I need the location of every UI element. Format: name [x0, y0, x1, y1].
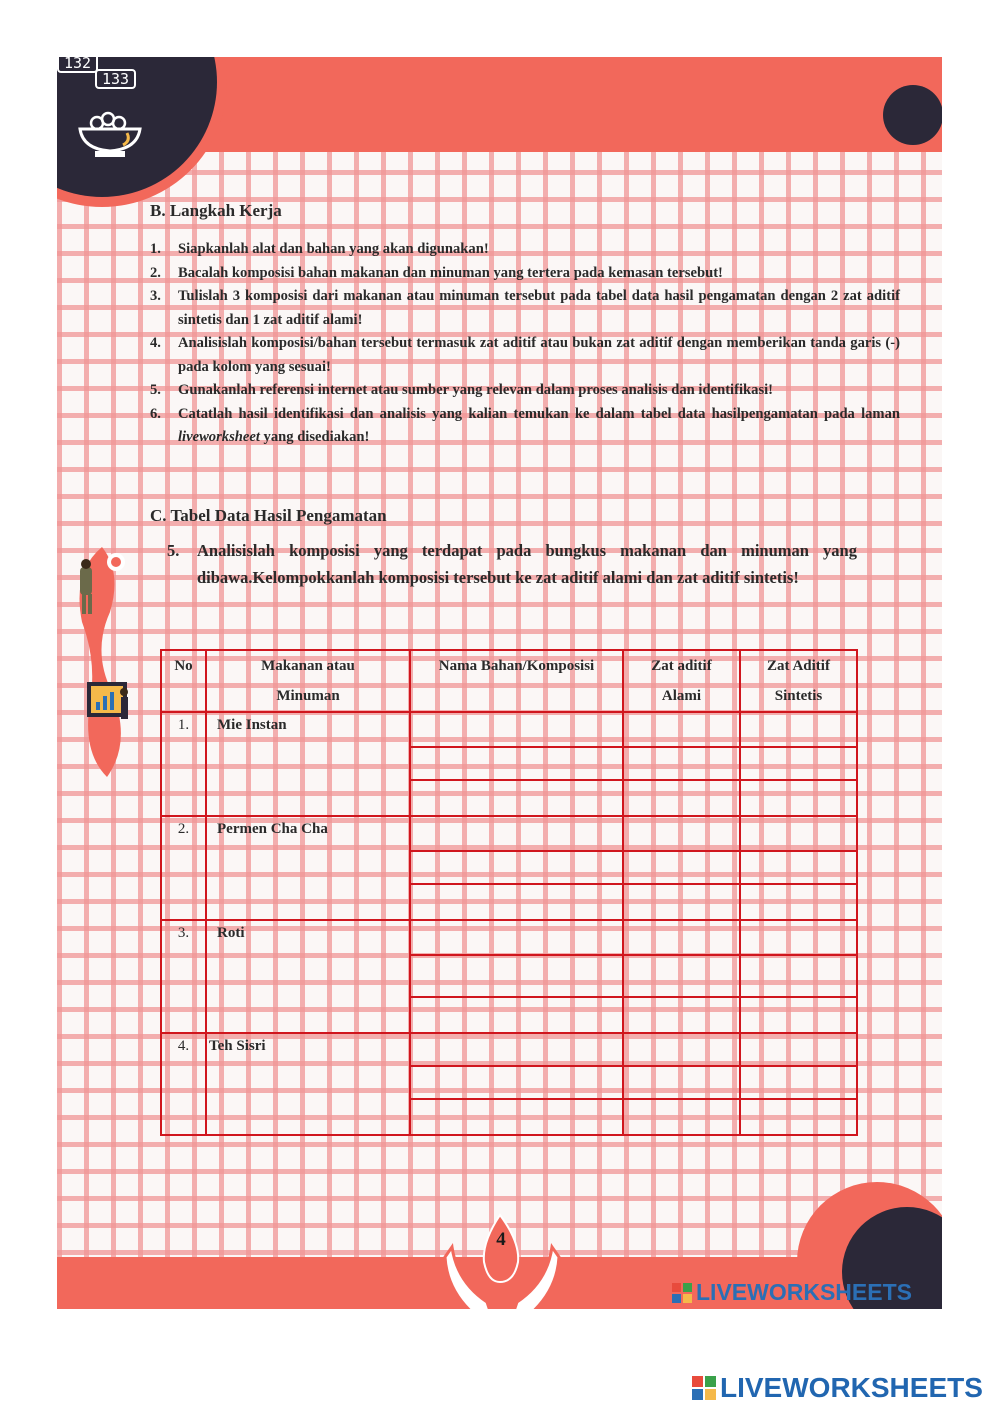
row-item-name: Teh Sisri	[206, 1033, 410, 1135]
composition-input[interactable]	[410, 1066, 623, 1099]
header-natural-line2: Alami	[661, 688, 702, 704]
page-number: 4	[496, 1229, 506, 1250]
screen-bottom: 133	[95, 69, 136, 89]
row-number: 4.	[161, 1033, 206, 1135]
observation-table	[160, 649, 858, 1136]
composition-input[interactable]	[410, 1033, 623, 1066]
header-food-drink-line2: Minuman	[276, 688, 340, 704]
synthetic-additive-input[interactable]	[740, 747, 857, 780]
header-synthetic-line1: Zat Aditif	[767, 658, 830, 674]
dark-dot-decoration	[883, 85, 942, 145]
natural-additive-input[interactable]	[623, 816, 740, 851]
synthetic-additive-input[interactable]	[740, 1033, 857, 1066]
synthetic-additive-input[interactable]	[740, 816, 857, 851]
natural-additive-input[interactable]	[623, 1099, 740, 1135]
liveworksheets-text: LIVEWORKSHEETS	[720, 1372, 983, 1403]
liveworksheets-logo-inner	[672, 1279, 912, 1306]
section-b-title: B. Langkah Kerja	[150, 201, 282, 220]
liveworksheets-logo[interactable]	[692, 1372, 983, 1404]
step-text: Bacalah komposisi bahan makanan dan minuman yang tertera pada kemasan tersebut!	[178, 264, 723, 281]
step-text: Analisislah komposisi/bahan tersebut termasuk zat aditif atau bukan zat aditif dengan memberikan tanda garis (-) pada kolom yang sesuai!	[178, 335, 900, 375]
synthetic-additive-input[interactable]	[740, 920, 857, 955]
table-row	[161, 920, 857, 955]
composition-input[interactable]	[410, 997, 623, 1033]
header-natural-additive	[623, 650, 740, 712]
composition-input[interactable]	[410, 712, 623, 747]
header-food-drink-line1: Makanan atau	[261, 658, 355, 674]
natural-additive-input[interactable]	[623, 884, 740, 920]
header-composition: Nama Bahan/Komposisi	[410, 650, 623, 712]
step-text-start: Catatlah hasil identifikasi dan analisis yang kalian temukan ke dalam tabel data hasilpengamatan pada laman	[178, 405, 900, 422]
step-text: Gunakanlah referensi internet atau sumber yang relevan dalam proses analisis dan identifikasi!	[178, 382, 774, 398]
natural-additive-input[interactable]	[623, 712, 740, 747]
header-natural-line1: Zat aditif	[651, 658, 712, 674]
natural-additive-input[interactable]	[623, 1066, 740, 1099]
row-number: 3.	[161, 920, 206, 1033]
row-item-name: Mie Instan	[206, 712, 410, 816]
composition-input[interactable]	[410, 747, 623, 780]
synthetic-additive-input[interactable]	[740, 712, 857, 747]
liveworksheets-logo-icon	[672, 1283, 692, 1303]
row-number: 1.	[161, 712, 206, 816]
composition-input[interactable]	[410, 851, 623, 884]
synthetic-additive-input[interactable]	[740, 997, 857, 1033]
synthetic-additive-input[interactable]	[740, 1066, 857, 1099]
step-text: Siapkanlah alat dan bahan yang akan digunakan!	[178, 241, 489, 257]
step-item	[150, 262, 900, 286]
step-number: 2.	[150, 264, 161, 281]
synthetic-additive-input[interactable]	[740, 1099, 857, 1135]
worksheet-page	[57, 57, 942, 1309]
section-c-title: C. Tabel Data Hasil Pengamatan	[150, 506, 387, 525]
task-number: 5.	[167, 541, 180, 560]
step-item	[150, 332, 900, 379]
natural-additive-input[interactable]	[623, 747, 740, 780]
step-text	[178, 403, 900, 450]
step-number: 5.	[150, 382, 161, 398]
composition-input[interactable]	[410, 884, 623, 920]
natural-additive-input[interactable]	[623, 851, 740, 884]
step-number: 4.	[150, 335, 161, 351]
step-item	[150, 403, 900, 450]
header-synthetic-additive	[740, 650, 857, 712]
liveworksheets-icon	[692, 1376, 716, 1400]
step-text-end: yang disediakan!	[259, 429, 370, 445]
table-header-row	[161, 650, 857, 712]
step-text: Tulislah 3 komposisi dari makanan atau minuman tersebut pada tabel data hasil pengamatan dengan 2 zat aditif sintetis dan 1 zat aditif alami!	[178, 288, 900, 328]
synthetic-additive-input[interactable]	[740, 780, 857, 816]
liveworksheets-logo-text: LIVEWORKSHEETS	[696, 1279, 912, 1305]
table-row	[161, 1033, 857, 1066]
step-item	[150, 379, 900, 403]
synthetic-additive-input[interactable]	[740, 851, 857, 884]
step-item	[150, 238, 900, 262]
illustration-decoration	[72, 542, 132, 782]
natural-additive-input[interactable]	[623, 920, 740, 955]
natural-additive-input[interactable]	[623, 780, 740, 816]
composition-input[interactable]	[410, 1099, 623, 1135]
natural-additive-input[interactable]	[623, 1033, 740, 1066]
liveworksheet-link-text: liveworksheet	[178, 429, 260, 445]
step-number: 3.	[150, 288, 161, 304]
header-no: No	[161, 650, 206, 712]
task-text: Analisislah komposisi yang terdapat pada bungkus makanan dan minuman yang dibawa.Kelompokkanlah komposisi tersebut ke zat aditif alami dan zat aditif sintetis!	[197, 541, 857, 587]
step-number: 6.	[150, 405, 161, 422]
natural-additive-input[interactable]	[623, 955, 740, 997]
synthetic-additive-input[interactable]	[740, 884, 857, 920]
hands-icon	[442, 1207, 562, 1309]
step-item	[150, 285, 900, 332]
composition-input[interactable]	[410, 920, 623, 955]
composition-input[interactable]	[410, 780, 623, 816]
row-item-name: Roti	[206, 920, 410, 1033]
composition-input[interactable]	[410, 955, 623, 997]
row-number: 2.	[161, 816, 206, 920]
table-row	[161, 712, 857, 747]
header-synthetic-line2: Sintetis	[774, 688, 823, 704]
composition-input[interactable]	[410, 816, 623, 851]
work-steps-list	[150, 238, 900, 450]
synthetic-additive-input[interactable]	[740, 955, 857, 997]
screen-top: 132	[57, 57, 98, 73]
natural-additive-input[interactable]	[623, 997, 740, 1033]
task-instruction	[167, 537, 857, 591]
table-row	[161, 816, 857, 851]
header-food-drink	[206, 650, 410, 712]
step-number: 1.	[150, 241, 161, 257]
row-item-name: Permen Cha Cha	[206, 816, 410, 920]
food-bowl-icon	[75, 105, 145, 160]
